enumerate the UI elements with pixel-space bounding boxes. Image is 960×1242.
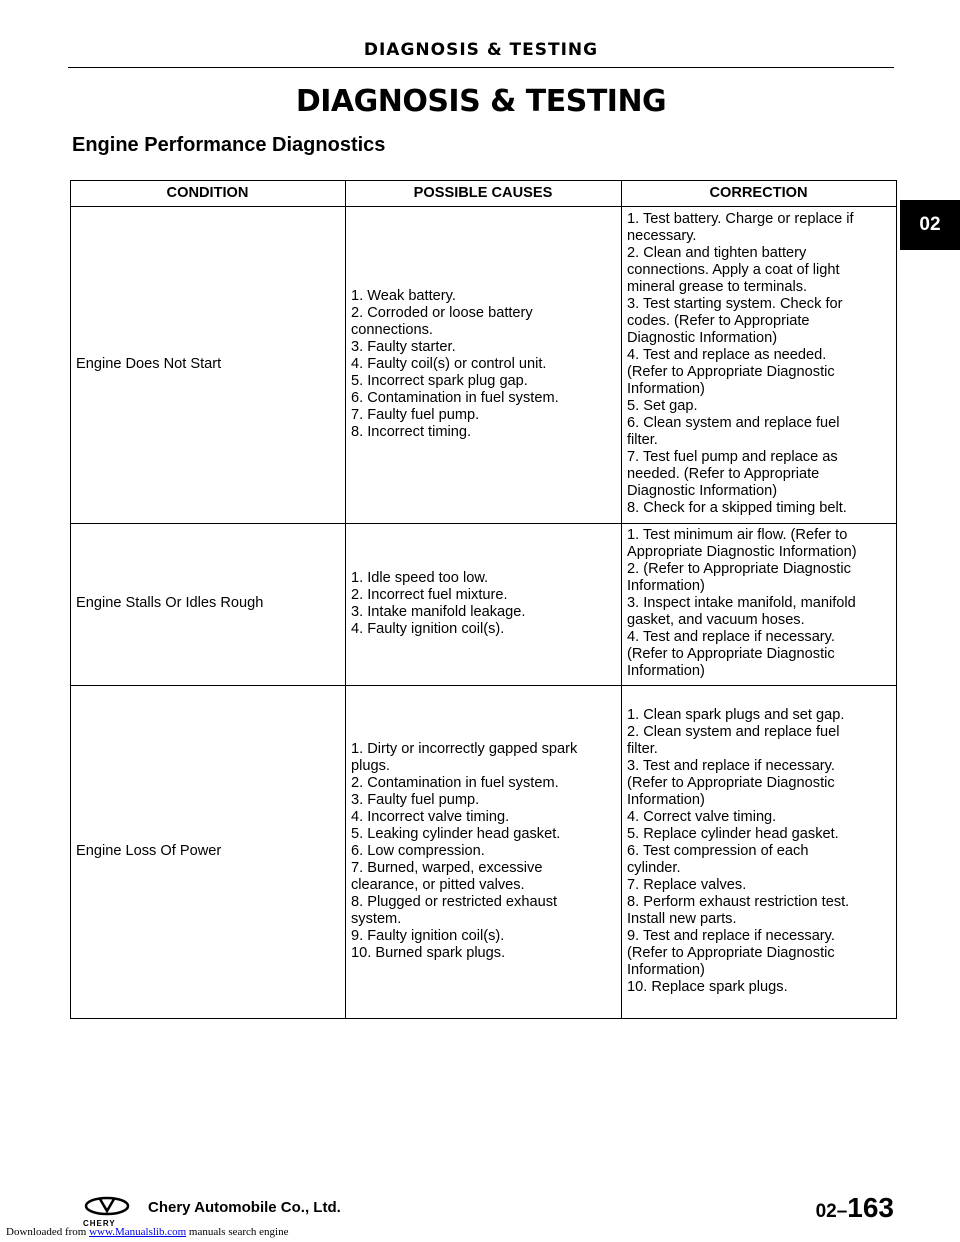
correction-line: 9. Test and replace if necessary.	[627, 927, 835, 944]
cause-line: plugs.	[351, 757, 390, 774]
page-chapter: 02–	[815, 1201, 848, 1222]
cause-line: 4. Faulty ignition coil(s).	[351, 620, 505, 637]
correction-line: Information)	[627, 663, 705, 679]
correction-line: filter.	[627, 740, 658, 757]
cause-line: 4. Faulty coil(s) or control unit.	[351, 355, 547, 372]
cause-line: 7. Burned, warped, excessive	[351, 859, 543, 876]
chapter-tab: 02	[900, 200, 960, 250]
correction-line: cylinder.	[627, 859, 681, 876]
correction-cell	[622, 207, 897, 524]
condition-cell: Engine Stalls Or Idles Rough	[71, 524, 346, 686]
correction-line: 6. Clean system and replace fuel	[627, 415, 840, 431]
correction-line: 7. Test fuel pump and replace as	[627, 449, 838, 465]
correction-line: 8. Check for a skipped timing belt.	[627, 500, 847, 516]
cause-line: 1. Idle speed too low.	[351, 569, 489, 586]
correction-line: 1. Clean spark plugs and set gap.	[627, 706, 845, 723]
correction-line: 6. Test compression of each	[627, 842, 809, 859]
cause-line: 3. Faulty fuel pump.	[351, 791, 480, 808]
cause-line: 9. Faulty ignition coil(s).	[351, 927, 505, 944]
cause-line: 3. Intake manifold leakage.	[351, 603, 526, 620]
correction-line: Information)	[627, 381, 705, 397]
causes-cell	[346, 524, 622, 686]
correction-line: 8. Perform exhaust restriction test.	[627, 893, 850, 910]
correction-line: Install new parts.	[627, 910, 737, 927]
correction-line: 5. Set gap.	[627, 398, 698, 414]
correction-line: 2. Clean and tighten battery	[627, 245, 807, 261]
correction-line: Diagnostic Information)	[627, 330, 778, 346]
correction-line: 7. Replace valves.	[627, 876, 747, 893]
chery-logo-text: CHERY	[83, 1219, 116, 1228]
table-row	[71, 686, 897, 1019]
correction-line: mineral grease to terminals.	[627, 279, 808, 295]
cause-line: clearance, or pitted valves.	[351, 876, 525, 893]
cause-line: 3. Faulty starter.	[351, 338, 456, 355]
correction-line: 2. (Refer to Appropriate Diagnostic	[627, 561, 851, 577]
header-condition: CONDITION	[71, 181, 346, 207]
running-header: DIAGNOSIS & TESTING	[363, 40, 599, 60]
page-title: DIAGNOSIS & TESTING	[295, 84, 667, 119]
correction-line: Information)	[627, 791, 705, 808]
correction-line: codes. (Refer to Appropriate	[627, 313, 810, 329]
download-note	[6, 1226, 288, 1238]
correction-line: Appropriate Diagnostic Information)	[627, 544, 857, 560]
correction-line: 4. Test and replace as needed.	[627, 347, 827, 363]
header-possible-causes: POSSIBLE CAUSES	[346, 181, 622, 207]
cause-line: 6. Contamination in fuel system.	[351, 389, 559, 406]
cause-line: 10. Burned spark plugs.	[351, 944, 506, 961]
cause-line: 5. Leaking cylinder head gasket.	[351, 825, 561, 842]
page-num: 163	[847, 1192, 894, 1223]
table-header-row	[71, 181, 897, 207]
footer-company: Chery Automobile Co., Ltd.	[148, 1199, 341, 1216]
correction-line: 4. Correct valve timing.	[627, 808, 777, 825]
correction-line: 2. Clean system and replace fuel	[627, 723, 840, 740]
cause-line: 7. Faulty fuel pump.	[351, 406, 480, 423]
correction-line: necessary.	[627, 228, 697, 244]
correction-cell	[622, 686, 897, 1019]
correction-cell	[622, 524, 897, 686]
correction-line: (Refer to Appropriate Diagnostic	[627, 364, 835, 380]
header-rule	[68, 67, 894, 68]
correction-line: filter.	[627, 432, 658, 448]
cause-line: 4. Incorrect valve timing.	[351, 808, 510, 825]
correction-line: 3. Test and replace if necessary.	[627, 757, 835, 774]
cause-line: connections.	[351, 321, 433, 338]
correction-line: 10. Replace spark plugs.	[627, 978, 788, 995]
table-row	[71, 524, 897, 686]
condition-cell: Engine Does Not Start	[71, 207, 346, 524]
download-suffix: manuals search engine	[186, 1226, 289, 1238]
page-number	[816, 1192, 894, 1224]
cause-line: 2. Corroded or loose battery	[351, 304, 533, 321]
cause-line: 1. Dirty or incorrectly gapped spark	[351, 740, 578, 757]
header-correction: CORRECTION	[622, 181, 897, 207]
correction-line: needed. (Refer to Appropriate	[627, 466, 820, 482]
cause-line: 2. Contamination in fuel system.	[351, 774, 559, 791]
correction-line: 3. Test starting system. Check for	[627, 296, 843, 312]
cause-line: 8. Incorrect timing.	[351, 423, 472, 440]
correction-line: 1. Test battery. Charge or replace if	[627, 211, 854, 227]
causes-cell	[346, 686, 622, 1019]
correction-line: 3. Inspect intake manifold, manifold	[627, 595, 856, 611]
causes-cell	[346, 207, 622, 524]
correction-line: (Refer to Appropriate Diagnostic	[627, 774, 835, 791]
correction-line: Information)	[627, 961, 705, 978]
download-prefix: Downloaded from	[6, 1226, 90, 1238]
correction-line: gasket, and vacuum hoses.	[627, 612, 805, 628]
correction-line: Diagnostic Information)	[627, 483, 778, 499]
cause-line: 1. Weak battery.	[351, 287, 456, 304]
correction-line: connections. Apply a coat of light	[627, 262, 840, 278]
table-row	[71, 207, 897, 524]
correction-line: 1. Test minimum air flow. (Refer to	[627, 527, 848, 543]
correction-line: Information)	[627, 578, 705, 594]
correction-line: (Refer to Appropriate Diagnostic	[627, 646, 835, 662]
section-title: Engine Performance Diagnostics	[72, 134, 386, 156]
cause-line: 8. Plugged or restricted exhaust	[351, 893, 558, 910]
cause-line: 2. Incorrect fuel mixture.	[351, 586, 508, 603]
correction-line: (Refer to Appropriate Diagnostic	[627, 944, 835, 961]
cause-line: 5. Incorrect spark plug gap.	[351, 372, 528, 389]
condition-cell: Engine Loss Of Power	[71, 686, 346, 1019]
cause-line: system.	[351, 910, 402, 927]
diagnostics-table	[70, 180, 897, 1019]
correction-line: 5. Replace cylinder head gasket.	[627, 825, 839, 842]
correction-line: 4. Test and replace if necessary.	[627, 629, 835, 645]
manualslib-link[interactable]: www.Manualslib.com	[89, 1226, 187, 1238]
cause-line: 6. Low compression.	[351, 842, 485, 859]
